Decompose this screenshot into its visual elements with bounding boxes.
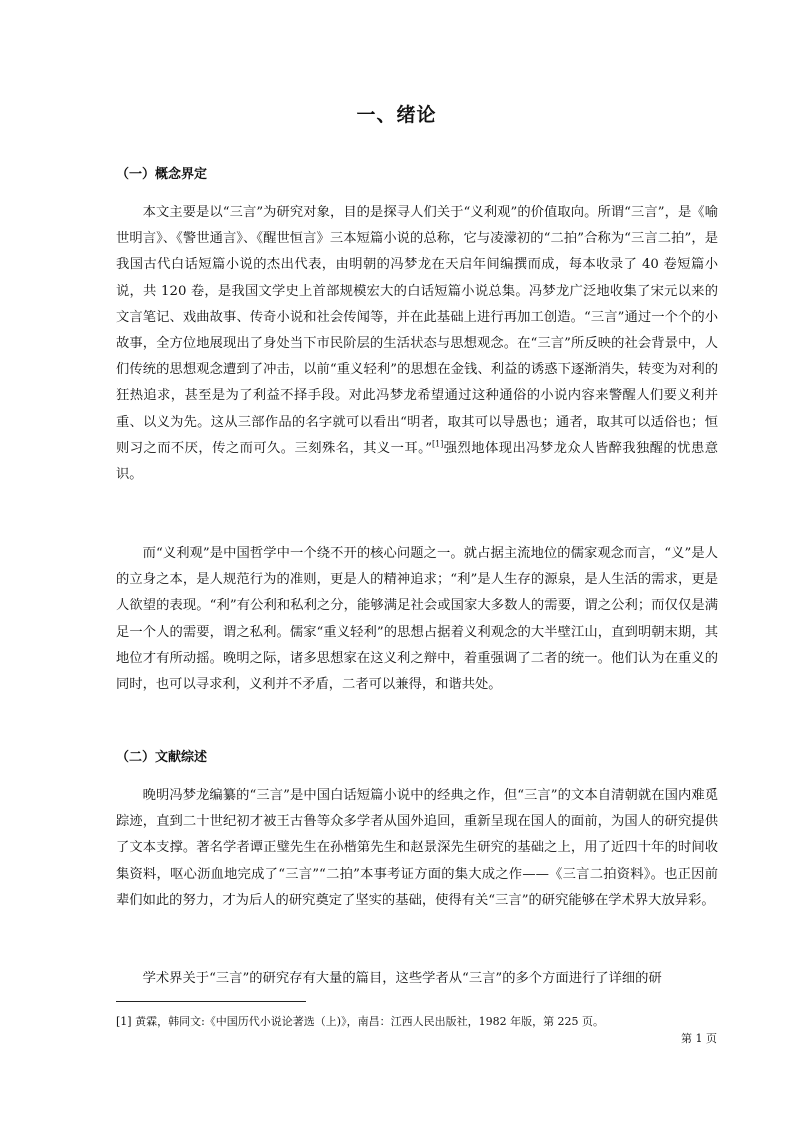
page-title: 一、绪论 (356, 104, 437, 126)
paragraph-literature-2: 学术界关于“三言”的研究存有大量的篇目，这些学者从“三言”的多个方面进行了详细的研 (142, 971, 662, 986)
paragraph-concepts-1 (116, 200, 718, 488)
paragraph-text: 强烈地体现出冯梦龙众人皆醉我独醒的忧患意识。 (116, 440, 718, 483)
footnote: [1] 黄霖，韩同文:《中国历代小说论著选（上)》，南昌：江西人民出版社，1982 年版，第 225 页。 (116, 1015, 605, 1028)
section-heading-concepts: （一）概念界定 (116, 167, 208, 182)
paragraph-literature-1: 晚明冯梦龙编纂的“三言”是中国白话短篇小说中的经典之作，但“三言”的文本自清朝就在国内难觅踪迹，直到二十世纪初才被王古鲁等众多学者从国外追回，重新呈现在国人的面前，为国人的研究提供了文本支撑。著名学者谭正璧先生在孙楷第先生和赵景深先生研究的基础之上，用了近四十年的时间收集资料，呕心沥血地完成了“三言”“二拍”本事考证方面的集大成之作——《三言二拍资料》。也正因前辈们如此的努力，才为后人的研究奠定了坚实的基础，使得有关“三言”的研究能够在学术界大放异彩。 (116, 788, 718, 908)
footnote-divider (116, 1001, 306, 1002)
page-number: 第 1 页 (681, 1032, 717, 1045)
paragraph-concepts-2: 而“义利观”是中国哲学中一个绕不开的核心问题之一。就占据主流地位的儒家观念而言，“义”是人的立身之本，是人规范行为的准则，更是人的精神追求；“利”是人生存的源泉，是人生活的需求，更是人欲望的表现。“利”有公利和私利之分，能够满足社会或国家大多数人的需要，谓之公利；而仅仅是满足一个人的需要，谓之私利。儒家“重义轻利”的思想占据着义利观念的大半壁江山，直到明朝末期，其地位才有所动摇。晚明之际，诸多思想家在这义利之辩中，着重强调了二者的统一。他们认为在重义的同时，也可以寻求利，义利并不矛盾，二者可以兼得，和谐共处。 (116, 546, 718, 693)
footnote-reference: [1] (432, 439, 444, 449)
paragraph-text: 本文主要是以“三言”为研究对象，目的是探寻人们关于“义利观”的价值取向。所谓“三言”，是《喻世明言》、《警世通言》、《醒世恒言》三本短篇小说的总称，它与凌濛初的“二拍”合称为“三言二拍”，是我国古代白话短篇小说的杰出代表，由明朝的冯梦龙在天启年间编撰而成，每本收录了 40 卷短篇小说，共 120 卷，是我国文学史上首部规模宏大的白话短篇小说总集。冯梦龙广泛地收集了宋元以来的文言笔记、戏曲故事、传奇小说和社会传闻等，并在此基础上进行再加工创造。“三言”通过一个个的小故事，全方位地展现出了身处当下市民阶层的生活状态与思想观念。在“三言”所反映的社会背景中，人们传统的思想观念遭到了冲击，以前“重义轻利”的思想在金钱、利益的诱惑下逐渐消失，转变为对利的狂热追求，甚至是为了利益不择手段。对此冯梦龙希望通过这种通俗的小说内容来警醒人们要义利并重、以义为先。这从三部作品的名字就可以看出“明者，取其可以导愚也；通者，取其可以适俗也；恒则习之而不厌，传之而可久。三刻殊名，其义一耳。” (116, 205, 718, 456)
section-heading-literature-review: （二）文献综述 (116, 750, 208, 765)
